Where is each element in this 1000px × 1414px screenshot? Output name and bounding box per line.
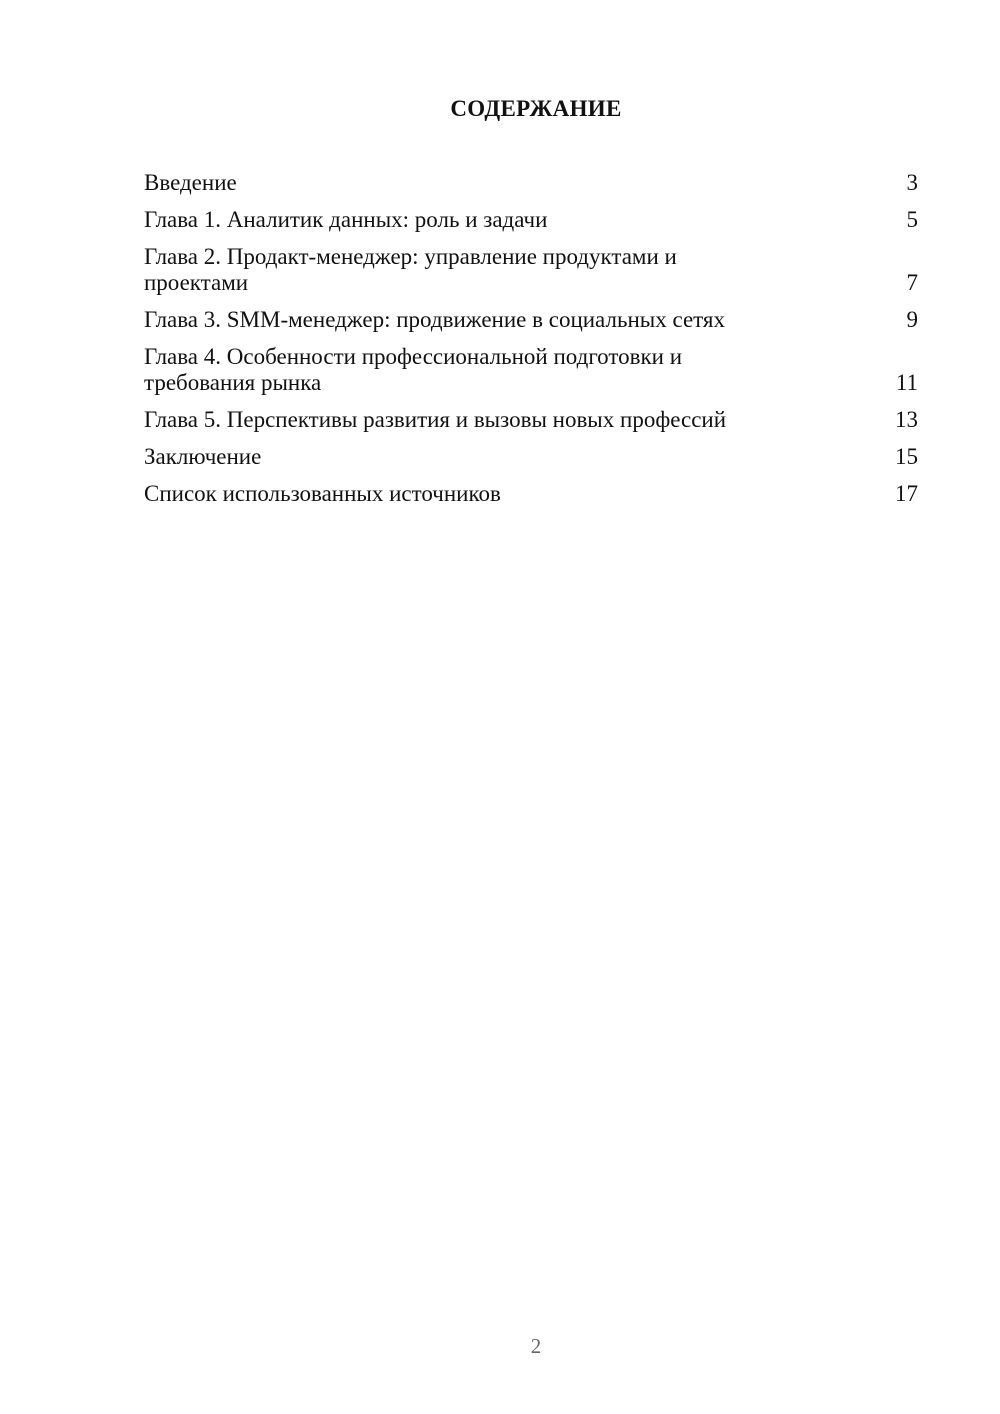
toc-entry-page: 7 xyxy=(906,270,918,295)
toc-entry-page: 17 xyxy=(895,481,918,506)
toc-entry xyxy=(144,344,918,396)
toc-entry xyxy=(144,207,918,233)
toc-entry-page: 3 xyxy=(906,170,918,195)
table-of-contents xyxy=(144,170,918,518)
toc-entry-text: Глава 5. Перспективы развития и вызовы новых профессий xyxy=(144,407,727,432)
toc-entry-page: 5 xyxy=(906,207,918,232)
toc-entry xyxy=(144,307,918,333)
toc-entry-text: Глава 4. Особенности профессиональной подготовки и требования рынка xyxy=(144,344,683,395)
toc-entry-page: 13 xyxy=(895,407,918,432)
toc-entry xyxy=(144,481,918,507)
toc-entry xyxy=(144,407,918,433)
toc-entry xyxy=(144,244,918,296)
toc-entry-text: Заключение xyxy=(144,444,262,469)
toc-entry-text: Список использованных источников xyxy=(144,481,501,506)
page-number: 2 xyxy=(530,1334,542,1358)
toc-entry xyxy=(144,444,918,470)
toc-entry-text: Глава 1. Аналитик данных: роль и задачи xyxy=(144,207,548,232)
toc-entry-page: 15 xyxy=(895,444,918,469)
toc-entry-text: Глава 3. SMM-менеджер: продвижение в социальных сетях xyxy=(144,307,725,332)
toc-entry-page: 11 xyxy=(895,370,918,395)
toc-title: СОДЕРЖАНИЕ xyxy=(450,96,622,121)
toc-entry-text: Глава 2. Продакт-менеджер: управление продуктами и проектами xyxy=(144,244,677,295)
toc-entry xyxy=(144,170,918,196)
toc-entry-page: 9 xyxy=(906,307,918,332)
toc-entry-text: Введение xyxy=(144,170,237,195)
